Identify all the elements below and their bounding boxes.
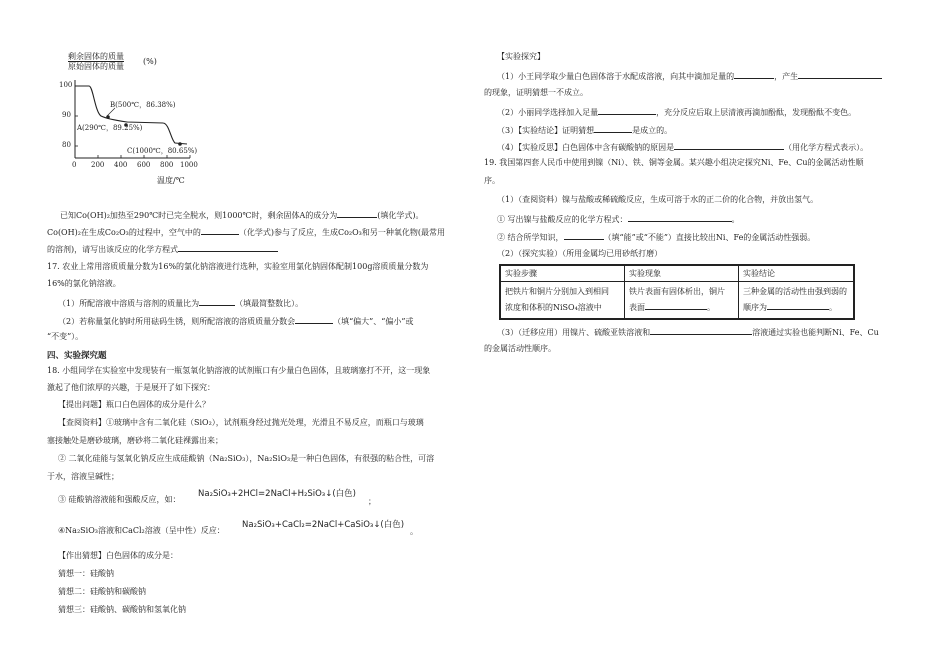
q19-line-1: 19. 我国第四套人民币中使用到镍（Ni）、铁、铜等金属。某兴趣小组决定探究Ni、Fe、Cu的金属活动性顺 [484, 158, 864, 167]
left-line-2: Co(OH)₂在生成Co₂O₃的过程中，空气中的 （化学式)参与了反应，生成Co₂O₃和另一种氧化物(最常用 [47, 228, 445, 237]
blank-phenomenon[interactable] [798, 70, 882, 79]
decomposition-curve [75, 86, 187, 144]
blank-reaction-equation[interactable] [178, 243, 278, 252]
graph-y-title-numerator: 剩余固体的质量 [68, 52, 124, 61]
y-tick-label-100: 100 [59, 81, 73, 89]
blank-activity-order[interactable] [767, 301, 829, 310]
blank-carbonate-equation[interactable] [674, 141, 784, 150]
question-heading: 【提出问题】瓶口白色固体的成分是什么？ [58, 400, 210, 409]
info-2: ② 二氧化硅能与氢氧化钠反应生成硅酸钠（Na₂SiO₃），Na₂SiO₃是一种白色固体，有很强的粘合性，可溶 [58, 454, 435, 463]
left-line-3: 的溶剂)，请写出该反应的化学方程式 [47, 243, 278, 255]
guess-2: 猜想二：硅酸钠和碳酸钠 [58, 587, 146, 596]
q17-line-1: 17. 农业上常用溶质质量分数为16%的氯化钠溶液进行选种，实验室用氯化钠固体配制100g溶质质量分数为 [47, 262, 429, 271]
q17-part-1: （1）所配溶液中溶质与溶剂的质量比为 （填最简整数比）。 [58, 299, 304, 308]
graph-y-title-denominator: 原始固体的质量 [68, 62, 124, 71]
graph-x-label: 温度/℃ [157, 176, 185, 185]
blank-copper-surface[interactable] [645, 301, 707, 310]
left-line-1: 已知Co(OH)₂加热至290℃时已完全脱水，则1000℃时，剩余固体A的成分为 (填化学式)。 [60, 211, 424, 220]
blank-can-compare[interactable] [564, 231, 604, 240]
section-4-heading: 四、实验探究题 [47, 351, 107, 361]
thermal-decomposition-graph [55, 50, 215, 190]
y-tick-label-90: 90 [62, 111, 71, 119]
info-3-end: ； [368, 497, 376, 506]
info-4: ④Na₂SiO₃溶液和CaCl₂溶液（呈中性）反应： [58, 526, 225, 535]
x-tick-label-1000: 1000 [180, 161, 198, 169]
q18-line-1: 18. 小组同学在实验室中发现装有一瓶氢氧化钠溶液的试剂瓶口有少量白色固体，且玻璃塞打不开，这一现象 [47, 366, 431, 375]
q17-part-2: （2）若称量氯化钠时所用砝码生锈，则所配溶液的溶质质量分数会 （填“偏大”、“偏小”或 [58, 317, 414, 326]
info-4-end: 。 [410, 527, 418, 536]
r-part-4: （4）【实验反思】白色固体中含有碳酸钠的原因是 （用化学方程式表示）。 [497, 143, 869, 152]
table-header-row [500, 265, 854, 282]
experiment-heading: 【实验探究】 [497, 52, 545, 61]
x-tick-label-600: 600 [137, 161, 151, 169]
th-conclusion: 实验结论 [739, 265, 855, 282]
td-conclusion: 三种金属的活动性由强到弱的 顺序为 。 [739, 282, 855, 320]
point-c-label: C(1000℃，80.65%) [127, 147, 198, 155]
experiment-table [499, 264, 855, 320]
q17-line-2: 16%的氯化钠溶液。 [47, 279, 121, 288]
blank-mass-ratio[interactable] [199, 297, 235, 306]
info-1: 【查阅资料】①玻璃中含有二氧化硅（SiO₂），试剂瓶身经过抛光处理，光滑且不易反应，而瓶口与玻璃 [58, 418, 424, 427]
blank-fraction-change[interactable] [295, 315, 333, 324]
blank-guess-number[interactable] [594, 124, 632, 133]
guess-heading: 【作出猜想】白色固体的成分是： [58, 551, 178, 560]
blank-reagent-2[interactable] [598, 106, 656, 115]
td-phenomenon: 铁片表面有固体析出，铜片 表面 。 [625, 282, 739, 320]
q17-part-2-cont: “不变”）。 [47, 332, 84, 341]
s-part-1: （1）（查阅资料）镍与盐酸或稀硫酸反应，生成可溶于水的正二价的化合物，并放出氢气。 [497, 195, 819, 204]
guess-1: 猜想一：硅酸钠 [58, 569, 114, 578]
s-part-2: （2）（探究实验）（所用金属均已用砂纸打磨） [497, 249, 663, 258]
guess-3: 猜想三：硅酸钠、碳酸钠和氢氧化钠 [58, 605, 186, 614]
x-tick-label-400: 400 [114, 161, 128, 169]
s-part-1b: ② 结合所学知识， （填“能”或“不能”）直接比较出Ni、Fe的金属活动性强弱。 [497, 233, 816, 242]
y-tick-label-80: 80 [62, 141, 71, 149]
table-row [500, 282, 854, 320]
x-tick-label-800: 800 [160, 161, 174, 169]
blank-reagent-1[interactable] [734, 70, 774, 79]
x-tick-label-0: 0 [72, 161, 77, 169]
equation-4: Na₂SiO₃+CaCl₂=2NaCl+CaSiO₃↓(白色) [242, 520, 405, 530]
blank-solid-a[interactable] [337, 209, 377, 218]
th-phenomenon: 实验现象 [625, 265, 739, 282]
info-1-cont: 塞接触处是磨砂玻璃，磨砂将二氧化硅裸露出来； [47, 436, 223, 445]
blank-nickel-equation[interactable] [628, 213, 732, 222]
r-part-3: （3）【实验结论】证明猜想 是成立的。 [497, 126, 673, 135]
graph-y-unit: (%) [143, 57, 157, 66]
blank-third-solution[interactable] [650, 326, 752, 335]
s-part-3: （3）（迁移应用）用镍片、硫酸亚铁溶液和 溶液通过实验也能判断Ni、Fe、Cu [497, 328, 879, 337]
graph-plot [55, 50, 215, 190]
s-part-1a: ① 写出镍与盐酸反应的化学方程式： 。 [497, 215, 740, 224]
blank-air-component[interactable] [201, 226, 239, 235]
r-part-1-cont: 的现象，证明猜想一不成立。 [484, 88, 588, 97]
r-part-2: （2）小丽同学选择加入足量 ，充分反应后取上层清液再滴加酚酞，发现酚酞不变色。 [497, 108, 857, 117]
equation-3: Na₂SiO₃+2HCl=2NaCl+H₂SiO₃↓(白色) [198, 489, 356, 499]
x-tick-label-200: 200 [91, 161, 105, 169]
point-b-label: B(500℃，86.38%) [110, 101, 176, 109]
info-3: ③ 硅酸钠溶液能和强酸反应，如： [58, 495, 181, 504]
q18-line-2: 激起了他们浓厚的兴趣，于是展开了如下探究： [47, 383, 215, 392]
point-a-marker [106, 115, 110, 119]
r-part-1: （1）小王同学取少量白色固体溶于水配成溶液，向其中滴加足量的 ，产生 [497, 70, 882, 82]
s-part-3-cont: 的金属活动性顺序。 [484, 344, 556, 353]
info-2-cont: 于水，溶液呈碱性； [47, 472, 119, 481]
td-step: 把铁片和铜片分别加入到相同 浓度和体积的NiSO₄溶液中 [500, 282, 625, 320]
point-a-label: A(290℃，89.25%) [77, 124, 143, 132]
q19-line-2: 序。 [484, 176, 500, 185]
th-step: 实验步骤 [500, 265, 625, 282]
